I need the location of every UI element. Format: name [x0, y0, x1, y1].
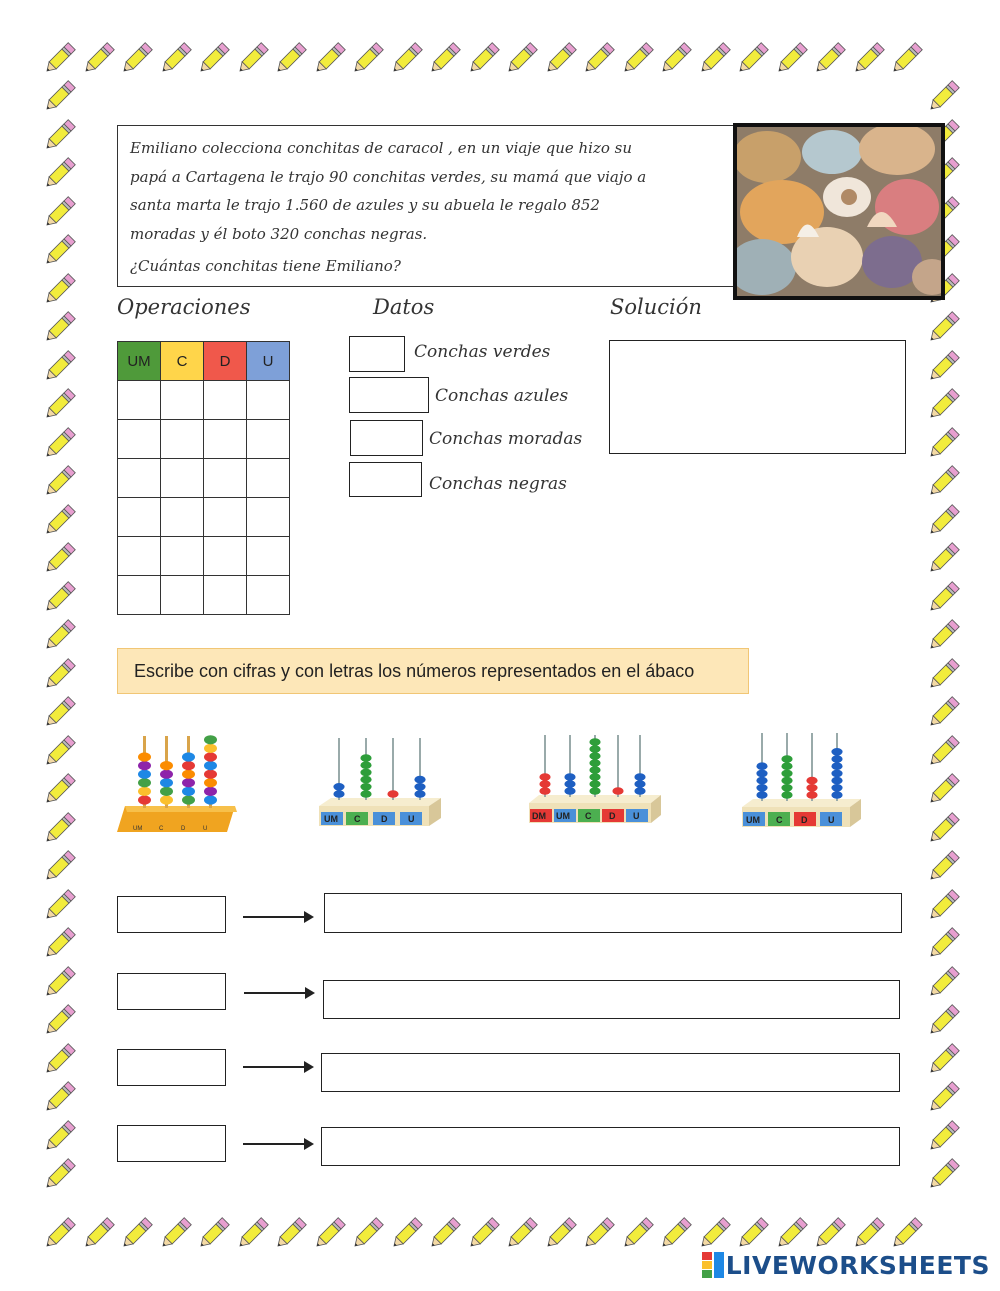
abacus-bead: [160, 787, 173, 796]
solution-box[interactable]: [609, 340, 906, 454]
abacus-bead: [539, 780, 550, 788]
abacus-bead: [333, 783, 344, 791]
pencil-icon: [502, 1215, 540, 1253]
abacus-3-label-d: D: [609, 811, 616, 821]
abacus-bead: [831, 748, 842, 756]
problem-line-4: moradas y él boto 320 conchas negras.: [130, 224, 428, 243]
abacus-bead: [138, 778, 151, 787]
pencil-icon: [464, 1215, 502, 1253]
abacus-bead: [589, 752, 600, 760]
table-cell[interactable]: [118, 459, 161, 498]
abacus-bead: [756, 762, 767, 770]
table-cell[interactable]: [118, 498, 161, 537]
heading-operaciones: Operaciones: [117, 295, 251, 319]
table-row: [118, 420, 290, 459]
pencil-icon: [40, 964, 78, 1002]
table-cell[interactable]: [161, 498, 204, 537]
label-conchas-moradas: Conchas moradas: [429, 429, 583, 449]
pencil-icon: [348, 1215, 386, 1253]
words-input-2[interactable]: [323, 980, 900, 1019]
table-cell[interactable]: [204, 576, 247, 615]
abacus-bead: [204, 795, 217, 804]
pencil-icon: [924, 694, 962, 732]
abacus-bead: [160, 770, 173, 779]
pencil-icon: [656, 40, 694, 78]
pencil-icon: [40, 1215, 78, 1253]
abacus-bead: [564, 773, 575, 781]
pencil-icon: [40, 810, 78, 848]
pencil-icon: [194, 40, 232, 78]
abacus-bead: [589, 773, 600, 781]
pencil-icon: [924, 656, 962, 694]
abacus-bead: [160, 778, 173, 787]
pencil-icon: [924, 1118, 962, 1156]
table-row: [118, 381, 290, 420]
table-row: [118, 576, 290, 615]
abacus-4-label-d: D: [801, 815, 808, 825]
pencil-icon: [464, 40, 502, 78]
abacus-bead: [360, 754, 371, 762]
liveworksheets-logo: [702, 1251, 990, 1279]
pencil-icon: [79, 40, 117, 78]
abacus-bead: [781, 762, 792, 770]
pencil-icon: [310, 1215, 348, 1253]
label-conchas-verdes: Conchas verdes: [414, 342, 551, 362]
pencil-icon: [40, 463, 78, 501]
abacus-bead: [539, 773, 550, 781]
abacus-bead: [831, 791, 842, 799]
pencil-icon: [541, 40, 579, 78]
pencil-icon: [310, 40, 348, 78]
abacus-4-label-u: U: [828, 815, 835, 825]
abacus-bead: [589, 738, 600, 746]
abacus-bead: [781, 777, 792, 785]
instruction-banner: Escribe con cifras y con letras los números representados en el ábaco: [117, 648, 749, 694]
abacus-bead: [589, 780, 600, 788]
pencil-icon: [924, 771, 962, 809]
abacus-bead: [589, 787, 600, 795]
abacus-2-label-d: D: [381, 814, 388, 824]
table-cell[interactable]: [161, 420, 204, 459]
abacus-bead: [781, 770, 792, 778]
pencil-icon: [40, 502, 78, 540]
abacus-bead: [781, 784, 792, 792]
pencil-icon: [387, 40, 425, 78]
table-header-row: [118, 342, 290, 381]
pencil-icon: [887, 1215, 925, 1253]
pencil-icon: [233, 1215, 271, 1253]
pencil-icon: [924, 502, 962, 540]
pencil-icon: [924, 733, 962, 771]
table-cell[interactable]: [204, 381, 247, 420]
table-cell[interactable]: [247, 381, 290, 420]
problem-line-1: Emiliano colecciona conchitas de caracol , en un viaje que hizo su: [130, 139, 633, 157]
pencil-icon: [924, 1041, 962, 1079]
abacus-2-label-u: U: [408, 814, 415, 824]
pencil-icon: [40, 848, 78, 886]
pencil-icon: [695, 40, 733, 78]
pencil-icon: [233, 40, 271, 78]
table-cell[interactable]: [118, 381, 161, 420]
header-u: U: [247, 342, 290, 381]
abacus-bead: [781, 791, 792, 799]
pencil-icon: [924, 579, 962, 617]
abacus-bead: [138, 787, 151, 796]
pencil-icon: [849, 1215, 887, 1253]
heading-solucion: Solución: [610, 295, 702, 319]
abacus-bead: [831, 784, 842, 792]
abacus-bead: [204, 744, 217, 753]
heading-datos: Datos: [373, 295, 435, 319]
pencil-icon: [887, 40, 925, 78]
pencil-icon: [579, 1215, 617, 1253]
abacus-bead: [182, 761, 195, 770]
abacus-bead: [414, 776, 425, 784]
abacus-4-label-um: UM: [746, 815, 760, 825]
abacus-3-label-dm: DM: [532, 811, 546, 821]
pencil-icon: [156, 1215, 194, 1253]
pencil-icon: [579, 40, 617, 78]
abacus-bead: [360, 783, 371, 791]
abacus-2-label-um: UM: [324, 814, 338, 824]
abacus-bead: [806, 777, 817, 785]
pencil-icon: [117, 40, 155, 78]
abacus-1-label-um: UM: [133, 826, 143, 832]
abacus-bead: [831, 777, 842, 785]
abacus-bead: [138, 795, 151, 804]
problem-line-3: santa marta le trajo 1.560 de azules y su abuela le regalo 852: [130, 196, 600, 214]
pencil-icon: [194, 1215, 232, 1253]
table-cell[interactable]: [247, 498, 290, 537]
abacus-bead: [806, 791, 817, 799]
pencil-icon: [924, 810, 962, 848]
abacus-3-label-um: UM: [556, 811, 570, 821]
abacus-3-label-u: U: [633, 811, 640, 821]
table-cell[interactable]: [161, 459, 204, 498]
abacus-1-label-u: U: [203, 826, 208, 832]
pencil-icon: [40, 1079, 78, 1117]
abacus-bead: [138, 752, 151, 761]
pencil-icon: [117, 1215, 155, 1253]
abacus-bead: [756, 791, 767, 799]
abacus-bead: [138, 761, 151, 770]
abacus-bead: [138, 770, 151, 779]
pencil-icon: [772, 40, 810, 78]
table-cell[interactable]: [247, 576, 290, 615]
pencil-icon: [40, 348, 78, 386]
pencil-icon: [656, 1215, 694, 1253]
abacus-bead: [414, 783, 425, 791]
table-cell[interactable]: [118, 537, 161, 576]
pencil-icon: [733, 40, 771, 78]
abacus-bead: [204, 770, 217, 779]
words-input-4[interactable]: [321, 1127, 900, 1166]
abacus-bead: [634, 780, 645, 788]
table-cell[interactable]: [161, 576, 204, 615]
abacus-bead: [634, 787, 645, 795]
pencil-icon: [40, 1002, 78, 1040]
pencil-icon: [40, 271, 78, 309]
brand-name: LIVEWORKSHEETS: [725, 1250, 990, 1280]
abacus-bead: [564, 780, 575, 788]
table-cell[interactable]: [204, 537, 247, 576]
header-c: C: [161, 342, 204, 381]
table-cell[interactable]: [204, 498, 247, 537]
pencil-icon: [40, 579, 78, 617]
arrow-icon: [243, 1066, 311, 1068]
pencil-icon: [502, 40, 540, 78]
abacus-bead: [333, 790, 344, 798]
abacus-3: [527, 733, 663, 827]
table-cell[interactable]: [247, 537, 290, 576]
abacus-bead: [612, 787, 623, 795]
pencil-icon: [156, 40, 194, 78]
abacus-bead: [204, 761, 217, 770]
abacus-bead: [160, 761, 173, 770]
abacus-bead: [756, 770, 767, 778]
table-row: [118, 498, 290, 537]
pencil-icon: [924, 386, 962, 424]
abacus-bead: [204, 778, 217, 787]
place-value-table: [117, 341, 290, 615]
abacus-bead: [360, 769, 371, 777]
pencil-icon: [40, 887, 78, 925]
pencil-icon: [810, 1215, 848, 1253]
table-row: [118, 459, 290, 498]
pencil-icon: [618, 1215, 656, 1253]
abacus-3-label-c: C: [585, 811, 592, 821]
abacus-bead: [182, 752, 195, 761]
pencil-icon: [924, 425, 962, 463]
pencil-icon: [40, 117, 78, 155]
pencil-icon: [387, 1215, 425, 1253]
pencil-icon: [733, 1215, 771, 1253]
pencil-icon: [618, 40, 656, 78]
abacus-bead: [160, 795, 173, 804]
pencil-icon: [79, 1215, 117, 1253]
abacus-1-label-c: C: [159, 826, 164, 832]
label-conchas-azules: Conchas azules: [435, 386, 569, 406]
pencil-icon: [40, 694, 78, 732]
abacus-bead: [182, 778, 195, 787]
arrow-icon: [243, 1143, 311, 1145]
abacus-bead: [806, 784, 817, 792]
abacus-bead: [182, 787, 195, 796]
abacus-bead: [539, 787, 550, 795]
abacus-bead: [589, 745, 600, 753]
table-cell[interactable]: [204, 459, 247, 498]
pencil-icon: [849, 40, 887, 78]
pencil-icon: [924, 617, 962, 655]
pencil-icon: [924, 887, 962, 925]
abacus-bead: [204, 787, 217, 796]
abacus-bead: [360, 761, 371, 769]
abacus-1-label-d: D: [181, 826, 186, 832]
pencil-icon: [695, 1215, 733, 1253]
words-input-3[interactable]: [321, 1053, 900, 1092]
pencil-icon: [40, 386, 78, 424]
pencil-icon: [40, 656, 78, 694]
pencil-icon: [425, 40, 463, 78]
table-cell[interactable]: [247, 459, 290, 498]
pencil-icon: [40, 540, 78, 578]
abacus-bead: [756, 777, 767, 785]
table-row: [118, 537, 290, 576]
table-cell[interactable]: [118, 576, 161, 615]
abacus-bead: [182, 770, 195, 779]
abacus-bead: [387, 790, 398, 798]
pencil-icon: [40, 425, 78, 463]
problem-statement: [117, 125, 737, 287]
abacus-bead: [756, 784, 767, 792]
pencil-icon: [40, 617, 78, 655]
pencil-icon: [348, 40, 386, 78]
number-input-3[interactable]: [117, 1049, 226, 1086]
pencil-icon: [40, 232, 78, 270]
table-cell[interactable]: [161, 381, 204, 420]
pencil-icon: [924, 1156, 962, 1194]
header-um: UM: [118, 342, 161, 381]
table-cell[interactable]: [161, 537, 204, 576]
abacus-bead: [634, 773, 645, 781]
pencil-icon: [271, 1215, 309, 1253]
pencil-icon: [40, 1156, 78, 1194]
label-conchas-negras: Conchas negras: [429, 474, 567, 494]
abacus-bead: [182, 795, 195, 804]
pencil-icon: [271, 40, 309, 78]
pencil-icon: [924, 78, 962, 116]
input-conchas-negras[interactable]: [349, 462, 422, 497]
pencil-icon: [40, 925, 78, 963]
pencil-icon: [40, 771, 78, 809]
abacus-bead: [414, 790, 425, 798]
abacus-1: [115, 734, 237, 834]
pencil-icon: [40, 40, 78, 78]
number-input-2[interactable]: [117, 973, 226, 1010]
abacus-bead: [589, 759, 600, 767]
pencil-icon: [40, 194, 78, 232]
pencil-icon: [924, 848, 962, 886]
pencil-icon: [924, 540, 962, 578]
pencil-icon: [40, 1118, 78, 1156]
pencil-icon: [924, 463, 962, 501]
abacus-bead: [360, 790, 371, 798]
liveworksheets-icon: [702, 1252, 726, 1278]
pencil-icon: [40, 309, 78, 347]
abacus-bead: [831, 770, 842, 778]
abacus-bead: [360, 776, 371, 784]
input-conchas-verdes[interactable]: [349, 336, 405, 372]
abacus-4-label-c: C: [776, 815, 783, 825]
shells-photo: [733, 123, 945, 300]
pencil-icon: [40, 155, 78, 193]
problem-line-2: papá a Cartagena le trajo 90 conchitas verdes, su mamá que viajo a: [130, 167, 647, 186]
pencil-icon: [425, 1215, 463, 1253]
abacus-2: [317, 736, 444, 830]
pencil-icon: [40, 733, 78, 771]
abacus-4: [740, 731, 864, 830]
pencil-icon: [924, 309, 962, 347]
pencil-icon: [924, 1002, 962, 1040]
abacus-bead: [831, 762, 842, 770]
pencil-icon: [924, 1079, 962, 1117]
abacus-bead: [781, 755, 792, 763]
abacus-bead: [831, 755, 842, 763]
arrow-icon: [244, 992, 312, 994]
header-d: D: [204, 342, 247, 381]
table-cell[interactable]: [118, 420, 161, 459]
abacus-bead: [204, 735, 217, 744]
input-conchas-moradas[interactable]: [350, 420, 423, 456]
number-input-1[interactable]: [117, 896, 226, 933]
number-input-4[interactable]: [117, 1125, 226, 1162]
table-cell[interactable]: [204, 420, 247, 459]
input-conchas-azules[interactable]: [349, 377, 429, 413]
abacus-bead: [564, 787, 575, 795]
abacus-bead: [204, 752, 217, 761]
pencil-icon: [810, 40, 848, 78]
pencil-icon: [924, 925, 962, 963]
abacus-bead: [589, 766, 600, 774]
pencil-icon: [40, 78, 78, 116]
words-input-1[interactable]: [324, 893, 902, 933]
table-cell[interactable]: [247, 420, 290, 459]
arrow-icon: [243, 916, 311, 918]
pencil-icon: [924, 348, 962, 386]
pencil-icon: [772, 1215, 810, 1253]
abacus-2-label-c: C: [354, 814, 361, 824]
pencil-icon: [924, 964, 962, 1002]
pencil-icon: [40, 1041, 78, 1079]
pencil-icon: [541, 1215, 579, 1253]
problem-question: ¿Cuántas conchitas tiene Emiliano?: [130, 257, 401, 275]
